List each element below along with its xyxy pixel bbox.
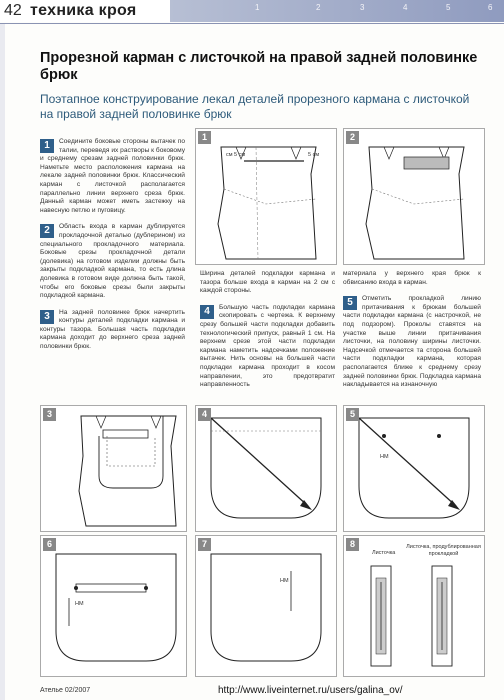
pattern-drawing-5 [344,406,484,531]
step-4 [200,304,335,390]
piece-label: Листочка [372,550,396,556]
step-text: На задней половинке брюк начертить контуры деталей подкладки кармана и контуры тазора. Большая часть подкладки кармана доходит до верхнего среза задней половинки брюк. [40,308,185,351]
ruler-mark: 6 [488,3,493,12]
header-divider [0,23,504,24]
ruler-mark: 3 [360,3,365,12]
page-number: 42 [4,2,22,19]
step-1 [40,138,185,215]
page-header [0,0,504,22]
figure-panel-8 [343,535,485,677]
text-column-middle [200,270,335,390]
figure-panel-6 [40,535,187,677]
step-badge: 4 [200,305,214,319]
step-text: Большую часть подкладки кармана скопировать с чертежа. К верхнему срезу большей части подкладки добавить технологический припуск, равный 1 см. На верхнем срезе этой части подкладки кармана наметить надсечками положение вытачек. Нить основы на большей части подкладки кармана проходит в косом направлении, это предотвратит направленность [200,303,335,389]
figure-panel-7 [195,535,337,677]
figure-panel-2 [343,128,485,265]
step-badge: 3 [40,310,54,324]
figure-number: 1 [198,131,211,144]
figure-panel-3 [40,405,187,532]
step-2 [40,223,185,300]
step-3-continued: Ширина деталей подкладки кармана и тазора больше входа в карман на 2 см с каждой стороны. [200,270,335,295]
figure-panel-4 [195,405,337,532]
left-margin-bar [0,24,5,700]
pattern-drawing-6 [41,536,186,676]
ruler-mark: 1 [255,3,260,12]
grain-mark: НМ [380,454,389,460]
article-title: Прорезной карман с листочкой на правой задней половинке брюк [40,50,478,83]
ruler-mark: 2 [316,3,321,12]
section-title: техника кроя [30,2,137,19]
step-text: Отметить прокладкой линию притачивания к брюкам большей части подкладки кармана (с настрочкой, не под подзором). Проколы ставятся на участке выше линии притачивания листочки, на половину ширины листочки. Надсечкой отмечается та сторона большей части подкладки кармана, которая располагается ближе к среднему срезу задней половинки брюк. Подкладка кармана накладывается на изнаночную [343,295,481,389]
step-badge: 5 [343,296,357,310]
step-badge: 2 [40,224,54,238]
text-column-left [40,138,185,352]
piece-label: Листочка, продублированная прокладкой [406,544,481,557]
figure-number: 6 [43,538,56,551]
dimension-label: см 5 см [226,152,246,158]
pattern-drawing-4 [196,406,336,531]
figure-number: 3 [43,408,56,421]
step-text: Область входа в карман дублируется прокладочной деталью (дублерином) из специального прокладочного материала. Боковые срезы прокладочной детали (долевика) на готовом изделии должны быть закрыты подкладкой кармана, то есть длина долевика в готовом виде должна быть такой, чтобы его боковые срезы были закрыты подкладкой кармана. [40,223,185,300]
ruler-mark: 4 [403,3,408,12]
step-3 [40,309,185,352]
header-color-band [170,0,504,22]
step-5 [343,295,481,390]
step-text: Соедините боковые стороны вытачек по талии, переведя их растворы к боковому и среднему срезам задней половинки брюк. Наметьте место расположения кармана на лекале задней половинки брюк. Классический карман с листочкой располагается параллельно линии верхнего среза брюк. Данный карман может иметь застежку на навесную петлю и пуговицу. [40,138,185,214]
figure-number: 4 [198,408,211,421]
figure-number: 2 [346,131,359,144]
grain-mark: НМ [75,601,84,607]
step-4-continued: материала у верхнего края брюк к обвисанию входа в карман. [343,270,481,286]
figure-panel-5 [343,405,485,532]
figure-number: 5 [346,408,359,421]
dimension-label: 5 см [308,152,320,158]
article-subtitle: Поэтапное конструирование лекал деталей прорезного кармана с листочкой на правой задней половинке брюк [40,92,470,121]
figure-number: 8 [346,538,359,551]
figure-panel-1 [195,128,337,265]
pattern-drawing-7 [196,536,336,676]
issue-footer: Ателье 02/2007 [40,687,91,694]
figure-number: 7 [198,538,211,551]
pattern-drawing-1 [196,129,336,264]
pattern-drawing-3 [41,406,186,531]
text-column-right [343,270,481,390]
pattern-drawing-2 [344,129,484,264]
ruler-mark: 5 [446,3,451,12]
grain-mark: НМ [280,578,289,584]
source-url: http://www.liveinternet.ru/users/galina_ov/ [218,685,403,696]
step-badge: 1 [40,139,54,153]
